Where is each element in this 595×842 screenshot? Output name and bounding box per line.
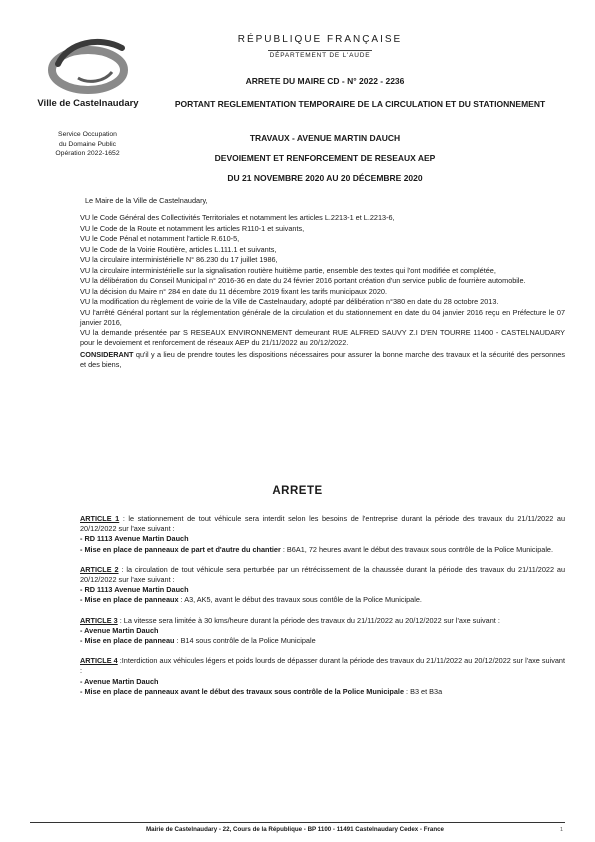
signage-label: - Mise en place de panneaux avant le début des travaux sous contrôle de la Police Municipale <box>80 686 404 696</box>
city-logo <box>38 34 138 96</box>
service-block <box>30 130 145 159</box>
article-text <box>80 514 565 534</box>
article-text <box>80 565 565 585</box>
travaux-description: DEVOIEMENT ET RENFORCEMENT DE RESEAUX AEP <box>214 153 436 163</box>
article-signage <box>80 595 565 605</box>
signage-label: - Mise en place de panneau <box>80 636 175 646</box>
article-2 <box>80 565 565 606</box>
service-line-2: du Domaine Public <box>58 140 117 148</box>
arrete-number: ARRETE DU MAIRE CD - N° 2022 - 2236 <box>245 76 405 86</box>
travaux-location: TRAVAUX - AVENUE MARTIN DAUCH <box>249 133 401 143</box>
article-road: - Avenue Martin Dauch <box>80 676 159 686</box>
page-number: 1 <box>560 827 564 833</box>
article-body: : la circulation de tout véhicule sera perturbée par un rétrécissement de la chaussée durant la période des travaux du 21/11/2022 au 20/12/2022 sur l'axe suivant : <box>80 564 566 585</box>
article-label: ARTICLE 4 <box>80 656 118 666</box>
signage-text: : B6A1, 72 heures avant le début des travaux sous contrôle de la Police Municipale. <box>280 544 554 554</box>
signage-text: : A3, AK5, avant le début des travaux sous contôle de la Police Municipale. <box>178 595 422 605</box>
vu-item: VU le Code de la Route et notamment les articles R110-1 et suivants, <box>80 223 305 233</box>
signage-text: : B14 sous contrôle de la Police Municipale <box>174 636 316 646</box>
footer-address: Mairie de Castelnaudary - 22, Cours de la République - BP 1100 - 11491 Castelnaudary Cedex - France <box>145 826 445 833</box>
signage-label: - Mise en place de panneaux de part et d'autre du chantier <box>80 544 281 554</box>
arrete-dates: DU 21 NOVEMBRE 2020 AU 20 DÉCEMBRE 2020 <box>227 173 423 183</box>
article-label: ARTICLE 3 <box>80 615 118 625</box>
article-text <box>80 616 565 626</box>
vu-item: VU l'arrêté Général portant sur la réglementation générale de la circulation et du stationnement en date du 04 janvier 2016 reçu en Préfecture le 07 janvier 2016, <box>80 307 565 327</box>
article-label: ARTICLE 1 <box>80 514 120 523</box>
service-line-1: Service Occupation <box>58 131 117 138</box>
article-road: - RD 1113 Avenue Martin Dauch <box>80 534 189 544</box>
article-3 <box>80 616 565 647</box>
vu-item: VU le Code Pénal et notamment l'article R.610-5, <box>80 234 240 243</box>
operation-number: Opération 2022-1652 <box>55 150 120 157</box>
considerant-text: qu'il y a lieu de prendre toutes les dispositions nécessaires pour assurer la bonne marche des travaux et la sécurité des personnes et des biens, <box>80 350 565 369</box>
vu-item: VU la délibération du Conseil Municipal n° 2016-36 en date du 24 février 2016 portant création d'un service public de fourrière automobile. <box>80 276 526 285</box>
article-text <box>80 656 565 676</box>
vu-item: VU la modification du règlement de voirie de la Ville de Castelnaudary, adopté par délibération n°380 en date du 28 octobre 2013. <box>80 297 499 306</box>
article-1 <box>80 514 565 555</box>
considerant-label: CONSIDERANT <box>80 350 134 359</box>
footer-divider <box>30 822 565 823</box>
article-signage <box>80 687 565 697</box>
considerant <box>80 350 565 370</box>
vu-item: VU la demande présentée par S RESEAUX ENVIRONNEMENT demeurant RUE ALFRED SAUVY Z.I D'EN TOURRE 11400 - CASTELNAUDARY pour le devoiement et renforcement de réseaux AEP du 21/11/2022 au 20/12/2022. <box>80 328 565 347</box>
vu-list <box>80 213 565 348</box>
header-divider <box>268 50 372 51</box>
article-label: ARTICLE 2 <box>80 564 119 574</box>
article-body: :Interdiction aux véhicules légers et poids lourds de dépasser durant la période des travaux du 21/11/2022 au 20/12/2022 sur l'axe suivant : <box>80 656 566 676</box>
preamble <box>80 196 565 370</box>
article-signage <box>80 636 565 646</box>
vu-item: VU la circulaire interministérielle N° 86.230 du 17 juillet 1986, <box>80 255 278 264</box>
maire-line: Le Maire de la Ville de Castelnaudary, <box>85 196 208 205</box>
departement: DÉPARTEMENT DE L'AUDE <box>269 52 371 59</box>
article-body: : La vitesse sera limitée à 30 kms/heure durant la période des travaux du 21/11/2022 au 20/12/2022 sur l'axe suivant : <box>117 615 500 625</box>
signage-label: - Mise en place de panneaux <box>80 595 179 605</box>
article-signage <box>80 545 565 555</box>
article-body: : le stationnement de tout véhicule sera interdit selon les besoins de l'entreprise durant la période des travaux du 21/11/2022 au 20/12/2022 sur l'axe suivant : <box>80 514 566 534</box>
vu-item: VU le Code de la Voirie Routière, articles L.111.1 et suivants, <box>80 244 277 254</box>
article-road: - RD 1113 Avenue Martin Dauch <box>80 585 189 595</box>
city-name: Ville de Castelnaudary <box>37 98 139 109</box>
republique-francaise: RÉPUBLIQUE FRANÇAISE <box>237 34 403 45</box>
arrete-subject: PORTANT REGLEMENTATION TEMPORAIRE DE LA CIRCULATION ET DU STATIONNEMENT <box>174 99 546 109</box>
arrete-heading: ARRETE <box>272 485 323 497</box>
vu-item: VU la décision du Maire n° 284 en date du 11 décembre 2019 fixant les tarifs municipaux 2020. <box>80 286 388 296</box>
article-4 <box>80 656 565 697</box>
articles <box>80 514 565 707</box>
vu-item: VU la circulaire interministérielle sur la signalisation routière huitième partie, ensemble des textes qui l'ont modifiée et complétée, <box>80 265 496 275</box>
signage-text: : B3 et B3a <box>404 686 443 696</box>
vu-item: VU le Code Général des Collectivités Territoriales et notamment les articles L.2213-1 et L.2213-6, <box>80 213 395 222</box>
article-road: - Avenue Martin Dauch <box>80 625 159 635</box>
